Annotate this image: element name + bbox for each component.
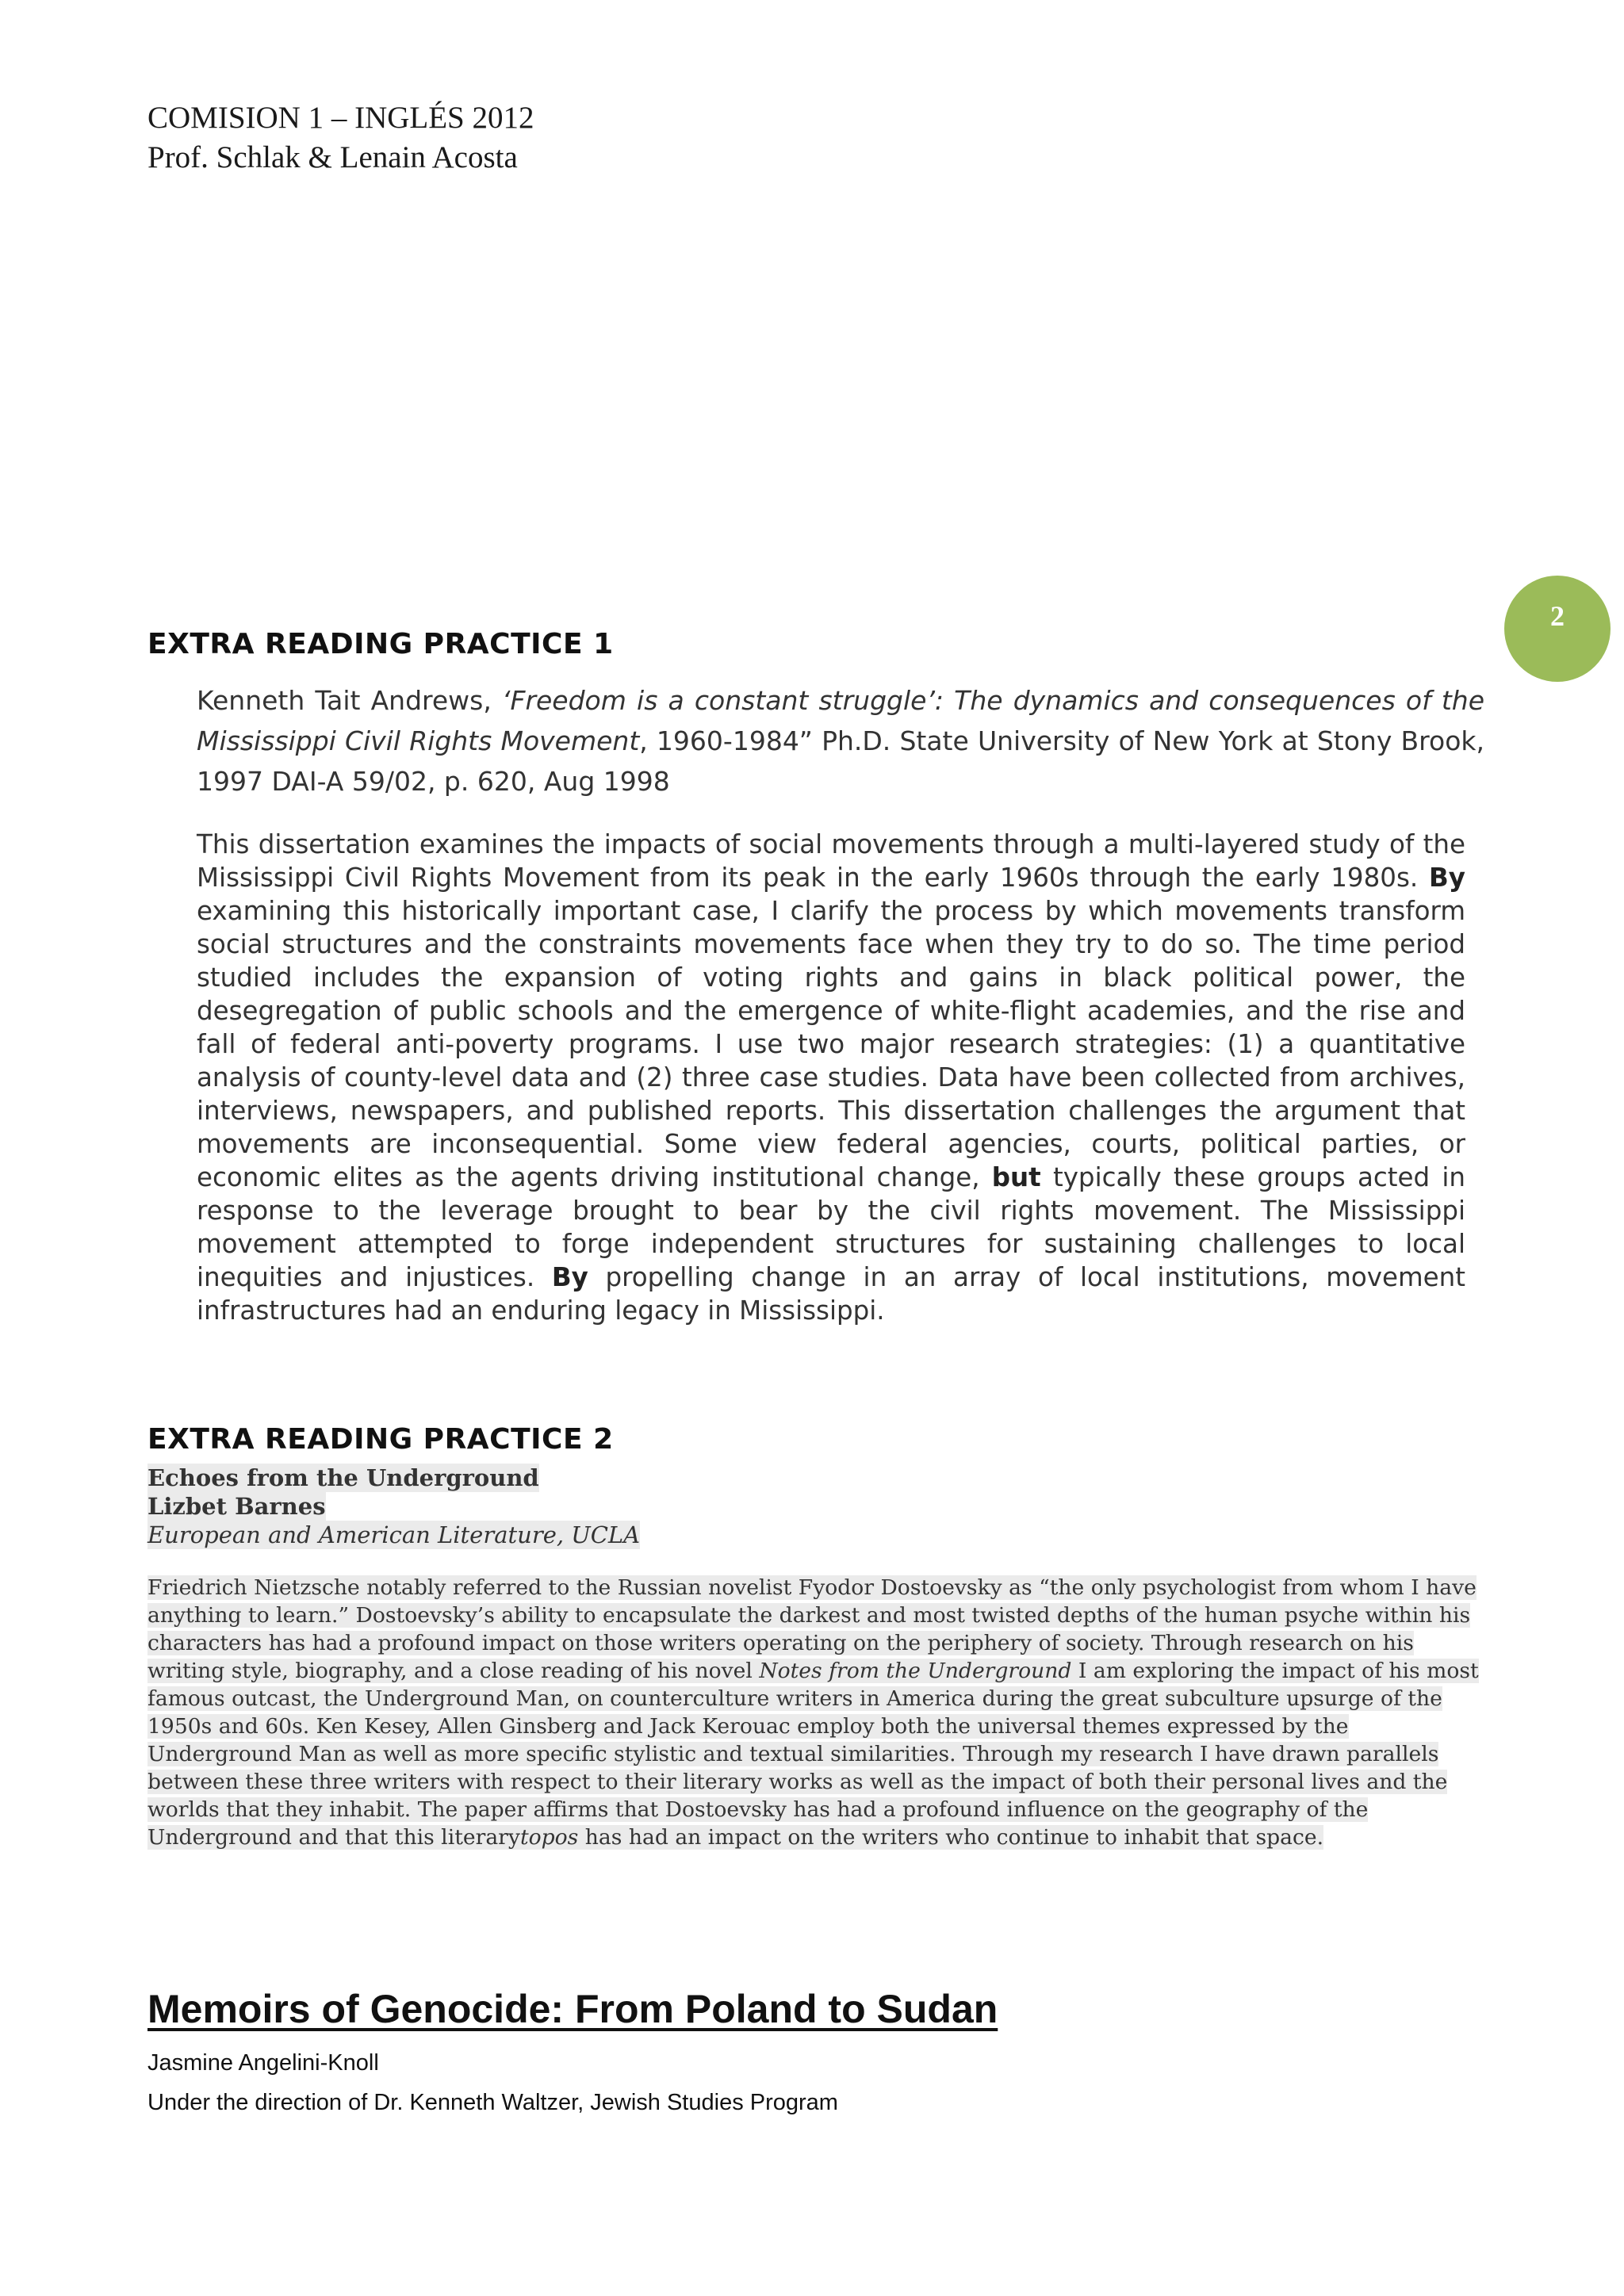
abstract1-text-4: propelling change in an array of local institutions, movement infrastructures had an enduring legacy in Mississippi. xyxy=(197,1262,1465,1326)
practice2-abstract xyxy=(147,1574,1488,1851)
practice1-heading: EXTRA READING PRACTICE 1 xyxy=(147,628,614,660)
citation-author: Kenneth Tait Andrews, xyxy=(197,685,502,716)
practice2-meta xyxy=(147,1464,640,1549)
practice2-heading: EXTRA READING PRACTICE 2 xyxy=(147,1423,614,1456)
professors-line: Prof. Schlak & Lenain Acosta xyxy=(147,140,518,174)
abstract1-text-3: typically these groups acted in response to the leverage brought to bear by the civil rights movement. The Mississippi movement attempted to forge independent structures for sustaining challenges to local inequities and injustices. xyxy=(197,1162,1466,1292)
memoirs-direction: Under the direction of Dr. Kenneth Waltzer, Jewish Studies Program xyxy=(147,2090,838,2115)
page-number-badge xyxy=(1504,576,1611,682)
page-number: 2 xyxy=(1550,600,1565,632)
course-line: COMISION 1 – INGLÉS 2012 xyxy=(147,101,534,135)
abstract1-text-2: examining this historically important case, I clarify the process by which movements transform social structures and the constraints movements face when they try to do so. The time period studied includes the expansion of voting rights and gains in black political power, the desegregation of public schools and the emergence of white-flight academies, and the rise and fall of federal anti-poverty programs. I use two major research strategies: (1) a quantitative analysis of county-level data and (2) three case studies. Data have been collected from archives, interviews, newspapers, and published reports. This dissertation challenges the argument that movements are inconsequential. Some view federal agencies, courts, political parties, or economic elites as the agents driving institutional change, xyxy=(197,896,1465,1192)
practice1-abstract xyxy=(197,828,1465,1327)
abstract1-text-1: This dissertation examines the impacts of social movements through a multi-layered study of the Mississippi Civil Rights Movement from its peak in the early 1960s through the early 1980s. xyxy=(197,829,1465,893)
abstract1-keyword-by-2: By xyxy=(551,1262,588,1292)
practice2-title: Echoes from the Underground xyxy=(147,1464,539,1491)
abstract2-text-2: I am exploring the impact of his most famous outcast, the Underground Man, on counterculture writers in America during the great subculture upsurge of the 1950s and 60s. Ken Kesey, Allen Ginsberg and Jack Kerouac employ both the universal themes expressed by the Underground Man as well as more specific stylistic and textual similarities. Through my research I have drawn parallels between these three writers with respect to their literary works as well as the impact of both their personal lives and the worlds that they inhabit. The paper affirms that Dostoevsky has had a profound influence on the geography of the Underground and that this literary xyxy=(147,1659,1479,1850)
abstract2-highlight xyxy=(147,1575,1479,1850)
practice2-author: Lizbet Barnes xyxy=(147,1493,326,1520)
practice2-department: European and American Literature, UCLA xyxy=(147,1521,641,1548)
abstract2-book-title: Notes from the Underground xyxy=(759,1659,1072,1683)
practice1-citation xyxy=(197,680,1484,802)
abstract1-keyword-but: but xyxy=(991,1162,1041,1192)
abstract2-topos: topos xyxy=(519,1825,579,1850)
memoirs-title: Memoirs of Genocide: From Poland to Sudan xyxy=(147,1987,998,2031)
memoirs-author: Jasmine Angelini-Knoll xyxy=(147,2050,379,2076)
abstract1-keyword-by: By xyxy=(1429,863,1465,893)
page-header xyxy=(147,98,534,178)
citation-title: ‘Freedom is a constant struggle’: The dynamics and consequences of the Mississippi Civil Rights Movement xyxy=(197,685,1484,756)
citation-details: , 1960-1984” Ph.D. State University of New York at Stony Brook, 1997 DAI-A 59/02, p. 620, Aug 1998 xyxy=(197,725,1484,797)
abstract2-text-3: has had an impact on the writers who continue to inhabit that space. xyxy=(578,1825,1324,1850)
abstract2-text-1: Friedrich Nietzsche notably referred to the Russian novelist Fyodor Dostoevsky as “the only psychologist from whom I have anything to learn.” Dostoevsky’s ability to encapsulate the darkest and most twisted depths of the human psyche within his characters has had a profound impact on those writers operating on the periphery of society. Through research on his writing style, biography, and a close reading of his novel xyxy=(147,1575,1477,1683)
